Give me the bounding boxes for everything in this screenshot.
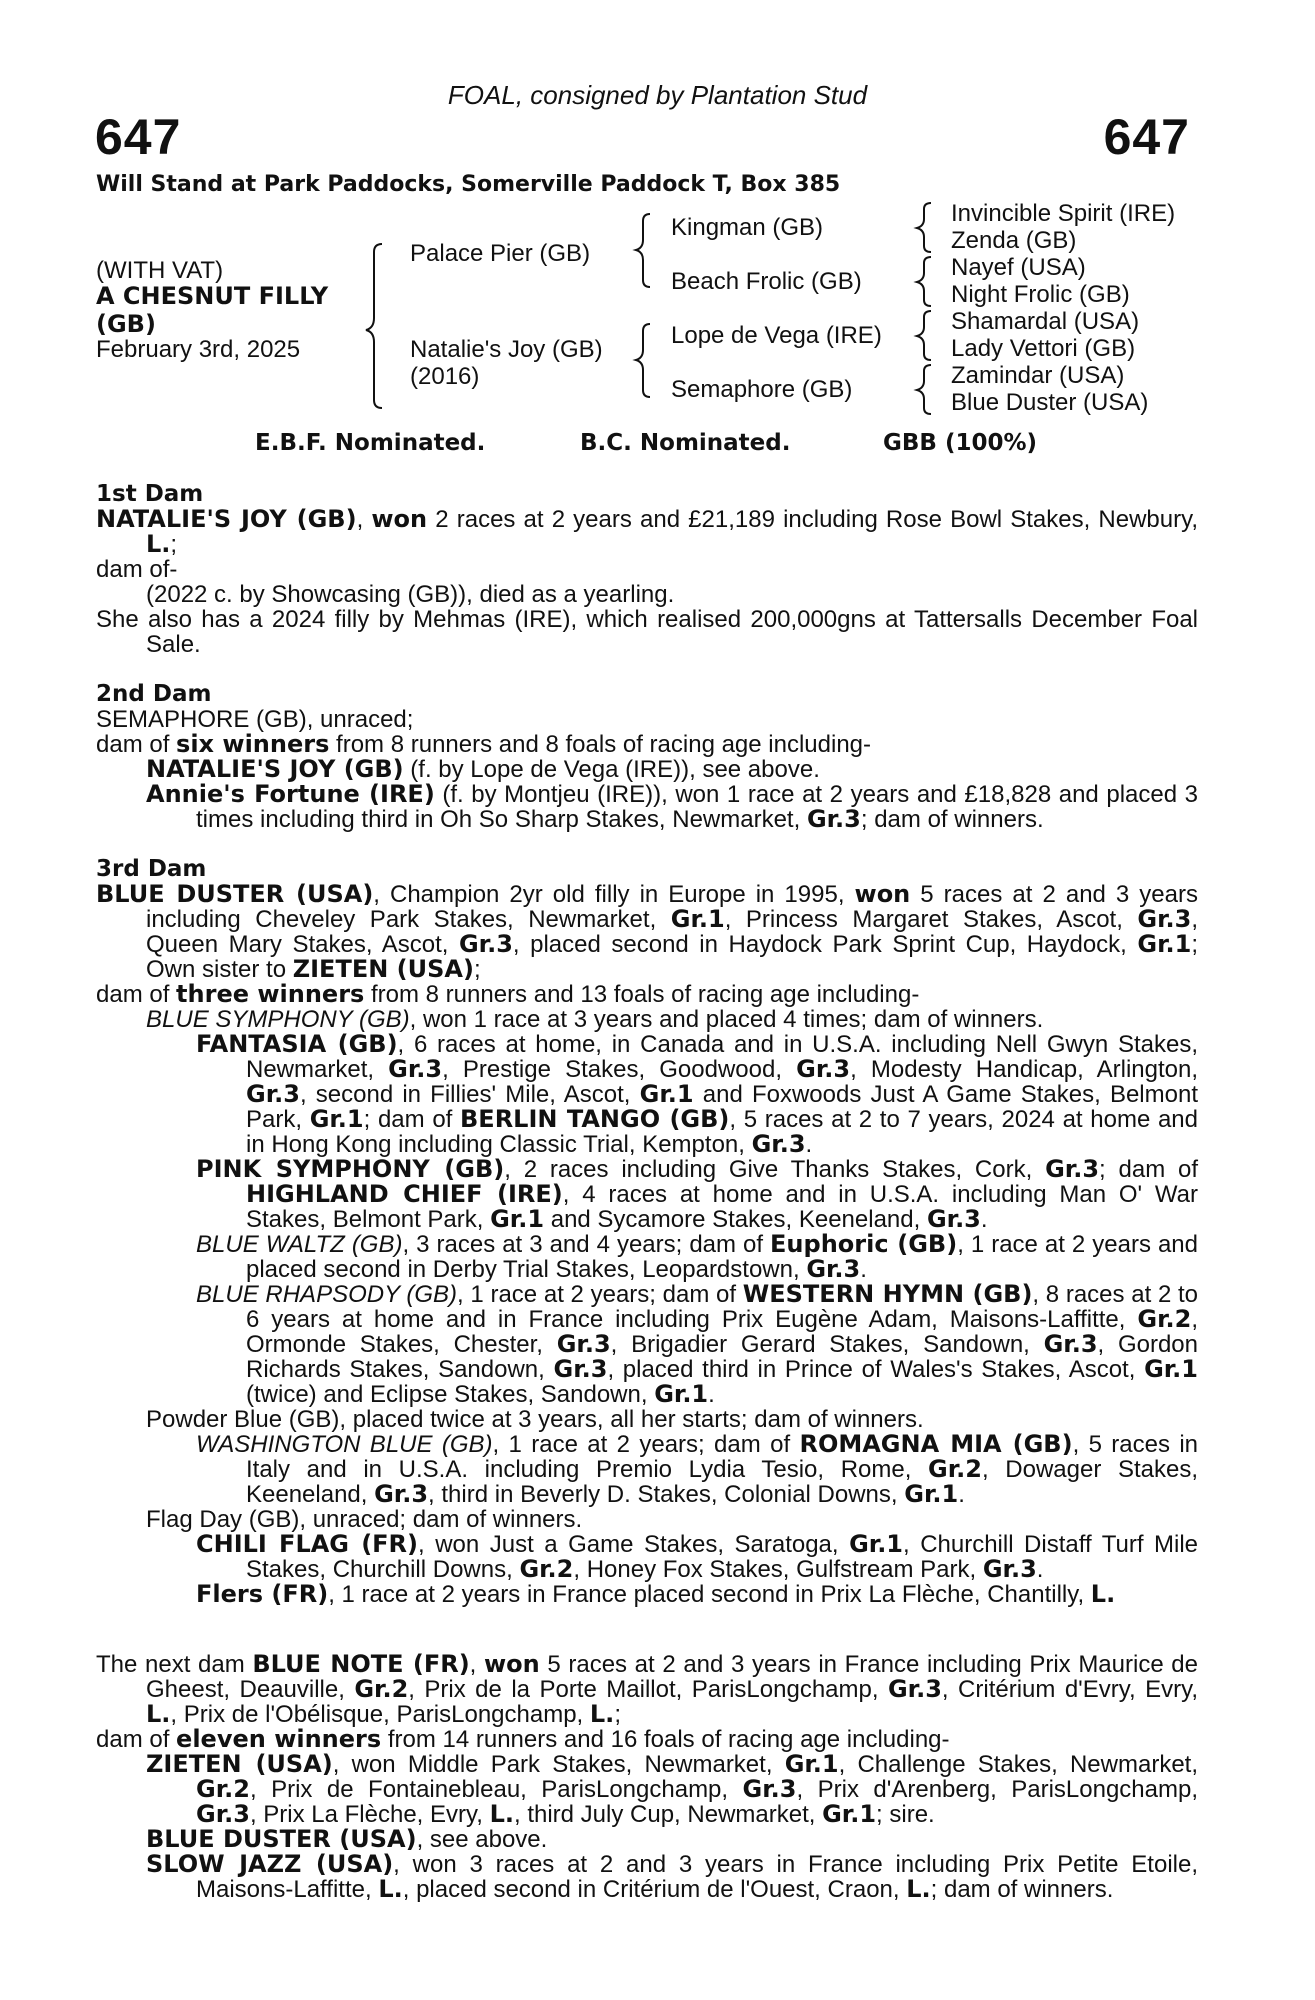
produce-entry <box>96 1032 1198 1157</box>
group-badge: Gr.3 <box>1045 1155 1100 1183</box>
winners-count: eleven winners <box>176 1725 382 1753</box>
group-badge: Gr.3 <box>458 930 513 958</box>
listed-badge: L. <box>489 1800 514 1828</box>
text: ; dam of winners. <box>860 806 1044 833</box>
lot-number-right: 647 <box>1103 109 1190 165</box>
pedigree-dd-sire: Zamindar (USA) <box>951 362 1125 389</box>
text: from 8 runners and 8 foals of racing age including- <box>329 731 872 758</box>
text: , won 1 race at 3 years and placed 4 times; dam of winners. <box>409 1006 1044 1033</box>
third-dam-record <box>96 882 1198 982</box>
produce-name: CHILI FLAG (FR) <box>196 1530 419 1558</box>
group-badge: Gr.2 <box>196 1775 250 1803</box>
text: 5 races at 2 and 3 years in France including Prix Maurice de Gheest, Deauville, <box>146 1651 1199 1703</box>
text: 5 races at 2 and 3 years including Cheveley Park Stakes, Newmarket, <box>146 881 1198 933</box>
produce-name: HIGHLAND CHIEF (IRE) <box>246 1180 563 1208</box>
listed-badge: L. <box>146 530 171 558</box>
produce-name: Euphoric (GB) <box>770 1230 958 1258</box>
text: , Queen Mary Stakes, Ascot, <box>146 906 1199 958</box>
text: The next dam <box>96 1651 253 1678</box>
produce-name: BLUE WALTZ (GB) <box>196 1231 403 1258</box>
group-badge: Gr.3 <box>1137 905 1192 933</box>
group-badge: Gr.1 <box>639 1080 694 1108</box>
group-badge: Gr.3 <box>556 1330 611 1358</box>
group-badge: Gr.3 <box>553 1355 608 1383</box>
produce-name: FANTASIA (GB) <box>196 1030 398 1058</box>
also-note: She also has a 2024 filly by Mehmas (IRE), which realised 200,000gns at Tattersalls December Foal Sale. <box>96 606 1198 658</box>
produce-entry <box>96 1827 1198 1852</box>
second-dam-heading: 2nd Dam <box>96 681 212 707</box>
pedigree-sd-sire: Nayef (USA) <box>951 254 1086 281</box>
group-badge: Gr.3 <box>1043 1330 1098 1358</box>
text: , third in Beverly D. Stakes, Colonial Downs, <box>428 1481 905 1508</box>
group-badge: Gr.3 <box>246 1080 300 1108</box>
produce-name: Flers (FR) <box>196 1580 329 1608</box>
produce-entry: Powder Blue (GB), placed twice at 3 years, all her starts; dam of winners. <box>146 1406 924 1433</box>
foal-2022: (2022 c. by Showcasing (GB)), died as a yearling. <box>146 581 675 608</box>
text: , 4 races at home and in U.S.A. including Man O' War Stakes, Belmont Park, <box>246 1181 1198 1233</box>
text: , placed third in Prince of Wales's Stakes, Ascot, <box>607 1356 1145 1383</box>
second-dam-section <box>96 682 1198 832</box>
gbb-status: GBB (100%) <box>883 430 1038 456</box>
produce-entry <box>96 1282 1198 1407</box>
listed-badge: L. <box>589 1700 615 1728</box>
produce-entry <box>96 1852 1198 1902</box>
group-badge: Gr.1 <box>784 1750 839 1778</box>
pedigree-sire-dam: Beach Frolic (GB) <box>671 268 862 295</box>
group-badge: Gr.3 <box>796 1055 851 1083</box>
pedigree-sire: Palace Pier (GB) <box>410 240 591 267</box>
pedigree-ss-sire: Invincible Spirit (IRE) <box>951 200 1176 227</box>
produce-entry <box>96 1007 1198 1032</box>
pedigree-dam-year: (2016) <box>410 363 480 390</box>
listed-badge: L. <box>146 1700 171 1728</box>
third-dam-name: BLUE DUSTER (USA) <box>96 880 374 908</box>
first-dam-heading: 1st Dam <box>96 481 204 507</box>
text: , placed second in Haydock Park Sprint Cup, Haydock, <box>512 931 1138 958</box>
group-badge: Gr.1 <box>822 1800 877 1828</box>
group-badge: Gr.3 <box>926 1205 981 1233</box>
produce-entry <box>96 757 1198 782</box>
text: , Prix de Fontainebleau, ParisLongchamp, <box>249 1776 743 1803</box>
produce-name: BLUE RHAPSODY (GB) <box>196 1281 458 1308</box>
text: from 8 runners and 13 foals of racing age including- <box>364 981 920 1008</box>
horse-name-line2: (GB) <box>96 310 156 338</box>
listed-badge: L. <box>1090 1580 1116 1608</box>
text: , 3 races at 3 and 4 years; dam of <box>402 1231 771 1258</box>
pedigree-ds-dam: Lady Vettori (GB) <box>951 335 1136 362</box>
text: , won Middle Park Stakes, Newmarket, <box>332 1751 785 1778</box>
text: , Champion 2yr old filly in Europe in 1995, <box>373 881 855 908</box>
produce-entry <box>96 1532 1198 1582</box>
first-dam-record: NATALIE'S JOY (GB), won 2 races at 2 years and £21,189 including Rose Bowl Stakes, Newbury, L.; <box>96 505 1199 558</box>
text: , Ormonde Stakes, Chester, <box>246 1306 1198 1358</box>
text: , placed second in Critérium de l'Ouest, Craon, <box>402 1876 907 1903</box>
group-badge: Gr.1 <box>490 1205 545 1233</box>
text: (twice) and Eclipse Stakes, Sandown, <box>246 1381 655 1408</box>
text: , Prix La Flèche, Evry, <box>249 1801 490 1828</box>
text: , Prix de l'Obélisque, ParisLongchamp, <box>170 1701 590 1728</box>
text: , 8 races at 2 to 6 years at home and in France including Prix Eugène Adam, Maisons-Laffitte, <box>246 1281 1199 1333</box>
text: . <box>958 1481 965 1508</box>
text: . <box>980 1206 988 1233</box>
dam-of-label: dam of- <box>96 556 178 583</box>
next-dam-produce <box>96 1727 1198 1752</box>
text: , Princess Margaret Stakes, Ascot, <box>724 906 1138 933</box>
group-badge: Gr.3 <box>374 1480 429 1508</box>
text: , Brigadier Gerard Stakes, Sandown, <box>610 1331 1044 1358</box>
produce-name: BERLIN TANGO (GB) <box>460 1105 730 1133</box>
listed-badge: L. <box>378 1875 403 1903</box>
group-badge: Gr.2 <box>1137 1305 1192 1333</box>
first-dam-name: NATALIE'S JOY (GB) <box>96 505 357 533</box>
stand-location: Will Stand at Park Paddocks, Somerville Paddock T, Box 385 <box>96 172 841 197</box>
produce-entry <box>96 1232 1198 1282</box>
text: , third July Cup, Newmarket, <box>513 1801 823 1828</box>
text: , second in Fillies' Mile, Ascot, <box>299 1081 640 1108</box>
text: , 5 races at 2 to 7 years, 2024 at home and in Hong Kong including Classic Trial, Kempton, <box>246 1106 1198 1158</box>
pedigree-dam: Natalie's Joy (GB) <box>410 336 603 363</box>
bc-nomination: B.C. Nominated. <box>580 430 791 456</box>
first-dam-section <box>96 482 1198 657</box>
text: (f. by Lope de Vega (IRE)), see above. <box>403 756 820 783</box>
text: , Dowager Stakes, Keeneland, <box>246 1456 1198 1508</box>
text: ; dam of <box>363 1106 460 1133</box>
sister-name: ZIETEN (USA) <box>292 955 474 983</box>
text: , Prestige Stakes, Goodwood, <box>442 1056 797 1083</box>
group-badge: Gr.1 <box>670 905 725 933</box>
produce-entry: Flag Day (GB), unraced; dam of winners. <box>146 1506 583 1533</box>
group-badge: Gr.3 <box>806 1255 861 1283</box>
text: . <box>860 1256 867 1283</box>
produce-entry <box>96 782 1198 832</box>
horse-name-line1: A CHESNUT FILLY <box>96 282 329 310</box>
text: and Foxwoods Just A Game Stakes, Belmont Park, <box>246 1081 1198 1133</box>
ebf-nomination: E.B.F. Nominated. <box>255 430 486 456</box>
third-dam-heading: 3rd Dam <box>96 856 207 882</box>
group-badge: Gr.3 <box>887 1675 942 1703</box>
text: from 14 runners and 16 foals of racing age including- <box>381 1726 950 1753</box>
winners-count: six winners <box>176 730 330 758</box>
text: , Modesty Handicap, Arlington, <box>850 1056 1198 1083</box>
text: . <box>1036 1556 1044 1583</box>
text: , Gordon Richards Stakes, Sandown, <box>246 1331 1198 1383</box>
text: . <box>708 1381 715 1408</box>
text: , 2 races including Give Thanks Stakes, Cork, <box>504 1156 1046 1183</box>
pedigree-dam-sire: Lope de Vega (IRE) <box>671 322 882 349</box>
text: , won 3 races at 2 and 3 years in France including Prix Petite Etoile, Maisons-Laffitte, <box>196 1851 1199 1903</box>
consignment-line: FOAL, consigned by Plantation Stud <box>447 80 868 110</box>
text: , 6 races at home, in Canada and in U.S.A. including Nell Gwyn Stakes, Newmarket, <box>246 1031 1198 1083</box>
text: , Challenge Stakes, Newmarket, <box>838 1751 1199 1778</box>
text: , Honey Fox Stakes, Gulfstream Park, <box>573 1556 983 1583</box>
text: , Churchill Distaff Turf Mile Stakes, Churchill Downs, <box>246 1531 1198 1583</box>
group-badge: Gr.2 <box>928 1455 982 1483</box>
group-badge: Gr.1 <box>1144 1355 1198 1383</box>
produce-name: BLUE SYMPHONY (GB) <box>146 1006 410 1033</box>
lot-number-left: 647 <box>95 109 182 165</box>
punct: ; <box>170 531 178 558</box>
record-text: 2 races at 2 years and £21,189 including Rose Bowl Stakes, Newbury, <box>427 506 1199 533</box>
text: ; sire. <box>876 1801 935 1828</box>
winners-count: three winners <box>176 980 365 1008</box>
produce-name: WESTERN HYMN (GB) <box>742 1280 1033 1308</box>
text: , Prix d'Arenberg, ParisLongchamp, <box>796 1776 1198 1803</box>
group-badge: Gr.3 <box>751 1130 806 1158</box>
produce-name: WASHINGTON BLUE (GB) <box>196 1431 493 1458</box>
second-dam-name: SEMAPHORE (GB), unraced; <box>96 706 414 733</box>
listed-badge: L. <box>906 1875 931 1903</box>
third-dam-section <box>96 857 1198 1607</box>
group-badge: Gr.1 <box>654 1380 709 1408</box>
text: , see above. <box>416 1826 548 1853</box>
group-badge: Gr.1 <box>849 1530 904 1558</box>
text: ; Own sister to <box>146 931 1198 983</box>
text: dam of <box>96 731 177 758</box>
foaling-date: February 3rd, 2025 <box>96 336 301 363</box>
produce-entry <box>96 1432 1198 1507</box>
pedigree-ds-sire: Shamardal (USA) <box>951 308 1140 335</box>
text: (f. by Montjeu (IRE)), won 1 race at 2 years and £18,828 and placed 3 times including third in Oh So Sharp Stakes, Newmarket, <box>196 781 1198 833</box>
produce-entry <box>96 1752 1198 1827</box>
produce-name: ZIETEN (USA) <box>146 1750 333 1778</box>
text: ; dam of <box>1099 1156 1199 1183</box>
text: dam of <box>96 1726 177 1753</box>
vat-note: (WITH VAT) <box>96 257 224 284</box>
produce-name: Annie's Fortune (IRE) <box>146 780 435 808</box>
second-dam-produce <box>96 732 1198 757</box>
text: dam of <box>96 981 177 1008</box>
third-dam-produce <box>96 982 1198 1007</box>
group-badge: Gr.3 <box>742 1775 797 1803</box>
produce-entry <box>96 1582 1198 1607</box>
pedigree-sire-sire: Kingman (GB) <box>671 214 824 241</box>
produce-name: PINK SYMPHONY (GB) <box>196 1155 505 1183</box>
won-label: won <box>483 1650 540 1678</box>
text: , 1 race at 2 years; dam of <box>457 1281 743 1308</box>
pedigree-dd-dam: Blue Duster (USA) <box>951 389 1149 416</box>
text: , won Just a Game Stakes, Saratoga, <box>418 1531 850 1558</box>
text: , Prix de la Porte Maillot, ParisLongchamp, <box>408 1676 888 1703</box>
produce-entry <box>96 1157 1198 1232</box>
group-badge: Gr.2 <box>519 1555 574 1583</box>
group-badge: Gr.3 <box>982 1555 1037 1583</box>
produce-name: ROMAGNA MIA (GB) <box>799 1430 1073 1458</box>
group-badge: Gr.3 <box>388 1055 443 1083</box>
pedigree-dam-dam: Semaphore (GB) <box>671 376 853 403</box>
text: ; <box>614 1701 621 1728</box>
text: , 5 races in Italy and in U.S.A. including Premio Lydia Tesio, Rome, <box>246 1431 1198 1483</box>
next-dam-record <box>96 1652 1198 1727</box>
produce-name: BLUE DUSTER (USA) <box>146 1825 417 1853</box>
next-dam-name: BLUE NOTE (FR) <box>252 1650 470 1678</box>
pedigree-ss-dam: Zenda (GB) <box>951 227 1077 254</box>
pedigree-sd-dam: Night Frolic (GB) <box>951 281 1130 308</box>
group-badge: Gr.2 <box>354 1675 409 1703</box>
won-label: won <box>371 505 428 533</box>
group-badge: Gr.1 <box>309 1105 364 1133</box>
text: ; <box>473 956 481 983</box>
next-dam-section <box>96 1652 1198 1902</box>
text: and Sycamore Stakes, Keeneland, <box>544 1206 927 1233</box>
text: , 1 race at 2 years and placed second in Derby Trial Stakes, Leopardstown, <box>246 1231 1199 1283</box>
text: , Critérium d'Evry, Evry, <box>941 1676 1198 1703</box>
text: ; dam of winners. <box>930 1876 1114 1903</box>
group-badge: Gr.1 <box>1137 930 1192 958</box>
text: , 1 race at 2 years in France placed second in Prix La Flèche, Chantilly, <box>328 1581 1091 1608</box>
group-badge: Gr.1 <box>904 1480 959 1508</box>
produce-name: NATALIE'S JOY (GB) <box>146 755 404 783</box>
text: , 1 race at 2 years; dam of <box>492 1431 800 1458</box>
produce-name: SLOW JAZZ (USA) <box>146 1850 394 1878</box>
text: . <box>805 1131 813 1158</box>
text: , <box>469 1651 484 1678</box>
group-badge: Gr.3 <box>196 1800 250 1828</box>
won-label: won <box>854 880 911 908</box>
group-badge: Gr.3 <box>806 805 861 833</box>
